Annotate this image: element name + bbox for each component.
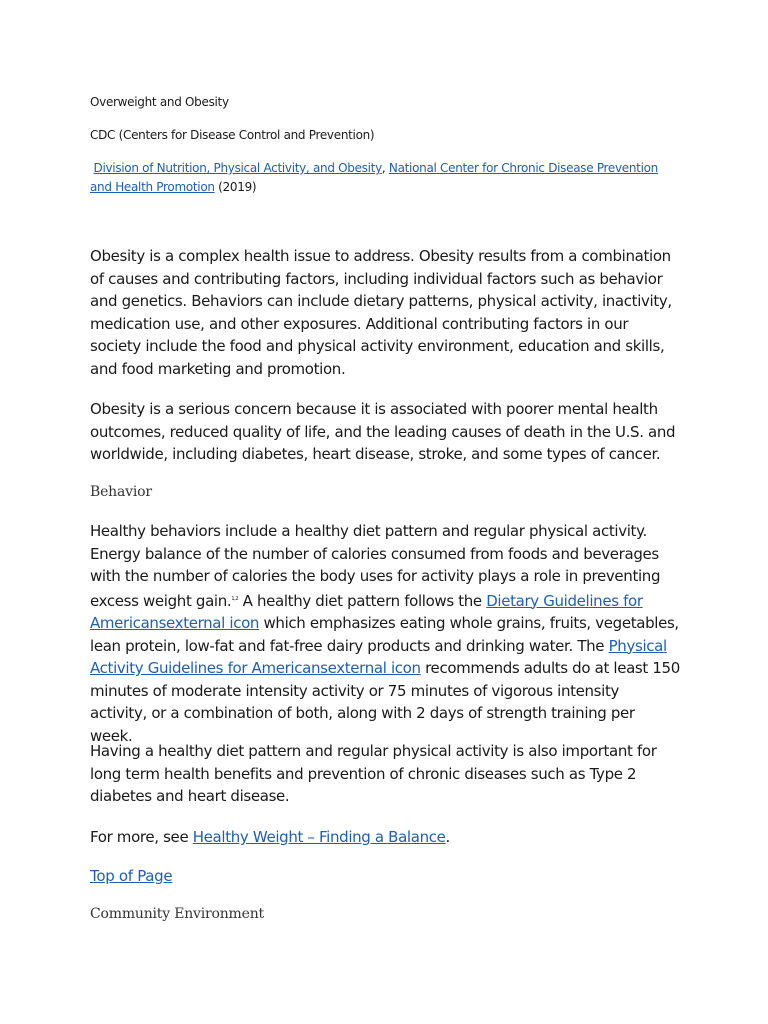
healthy-weight-link[interactable]: Healthy Weight – Finding a Balance bbox=[192, 828, 446, 846]
for-more-suffix: . bbox=[445, 828, 450, 846]
section-heading-behavior: Behavior bbox=[90, 484, 152, 500]
behaviors-text-4: recommends adults do at least 150 minutes of moderate intensity activity or 75 minutes of vigorous intensity activity, or a combination of both, along with 2 days of strength training per week. bbox=[90, 659, 680, 745]
document-title: Overweight and Obesity bbox=[90, 95, 229, 109]
physical-activity-guidelines-link[interactable]: Physical Activity Guidelines for Americansexternal icon bbox=[90, 636, 667, 677]
attribution-separator: , bbox=[381, 161, 389, 175]
paragraph-obesity-causes: Obesity is a complex health issue to address. Obesity results from a combination of causes and contributing factors, including individual factors such as behavior and genetics. Behaviors can include dietary patterns, physical activity, inactivity, medication use, and other exposures. Additional contributing factors in our society include the food and physical activity environment, education and skills, and food marketing and promotion. bbox=[90, 247, 672, 378]
publication-year: (2019) bbox=[214, 180, 257, 194]
top-of-page-link[interactable]: Top of Page bbox=[90, 867, 173, 885]
behaviors-text-1: Healthy behaviors include a healthy diet pattern and regular physical activity. Energy balance of the number of calories consumed from foods and beverages with the number of calories the body uses for activity plays a role in preventing excess weight gain. bbox=[90, 522, 661, 610]
paragraph-long-term-benefits: Having a healthy diet pattern and regular physical activity is also important for long term health benefits and prevention of chronic diseases such as Type 2 diabetes and heart disease. bbox=[90, 742, 657, 805]
section-heading-community: Community Environment bbox=[90, 906, 264, 922]
behaviors-text-3: which emphasizes eating whole grains, fruits, vegetables, lean protein, low-fat and fat-free dairy products and drinking water. The bbox=[90, 614, 679, 655]
behaviors-text-2: A healthy diet pattern follows the bbox=[238, 591, 487, 610]
for-more-prefix: For more, see bbox=[90, 828, 193, 846]
citation-superscript[interactable]: 1,2 bbox=[231, 595, 239, 602]
paragraph-for-more bbox=[90, 826, 680, 849]
center-link[interactable]: National Center for Chronic Disease Prevention and Health Promotion bbox=[90, 161, 658, 194]
division-link[interactable]: Division of Nutrition, Physical Activity, and Obesity bbox=[93, 161, 382, 175]
paragraph-healthy-behaviors bbox=[90, 520, 680, 747]
source-organization: CDC (Centers for Disease Control and Prevention) bbox=[90, 128, 375, 142]
source-attribution bbox=[90, 159, 680, 197]
paragraph-obesity-concern: Obesity is a serious concern because it is associated with poorer mental health outcomes, reduced quality of life, and the leading causes of death in the U.S. and worldwide, including diabetes, heart disease, stroke, and some types of cancer. bbox=[90, 400, 676, 463]
dietary-guidelines-link[interactable]: Dietary Guidelines for Americansexternal icon bbox=[90, 591, 643, 632]
